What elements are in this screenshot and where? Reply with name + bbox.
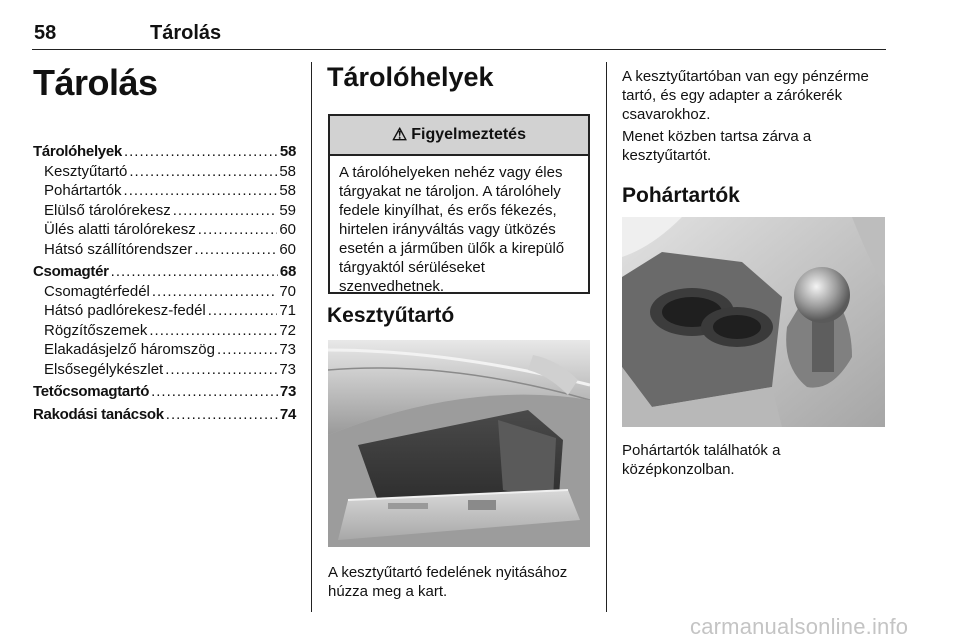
cupholder-illustration: [622, 217, 885, 427]
toc-entry[interactable]: [33, 262, 296, 282]
paragraph-line: A kesztyűtartóban van egy pénzérme: [622, 68, 869, 85]
section-title: Tárolóhelyek: [327, 62, 494, 92]
toc-entry[interactable]: [33, 240, 296, 260]
page-number: 58: [34, 22, 57, 44]
toc-entry-title: Csomagtér: [33, 263, 109, 280]
chapter-title: Tárolás: [150, 22, 222, 44]
toc-entry-page: 73: [279, 360, 296, 378]
toc-entry-page: 60: [279, 221, 296, 238]
toc-entry-title: Csomagtérfedél: [44, 282, 150, 300]
toc-entry-title: Tárolóhelyek: [33, 143, 122, 160]
toc-entry-title: Rakodási tanácsok: [33, 405, 164, 423]
toc-entry-page: 58: [279, 143, 296, 160]
warning-header: [330, 116, 588, 156]
paragraph-line: csavarokhoz.: [622, 106, 711, 123]
cupholder-heading: Pohártartók: [622, 184, 740, 207]
toc-entry-page: 73: [279, 341, 296, 358]
toc-entry[interactable]: [33, 201, 296, 221]
toc-entry-page: 58: [279, 182, 296, 199]
toc-entry[interactable]: [33, 181, 296, 201]
watermark-text: carmanualsonline.info: [690, 614, 909, 639]
glovebox-closed-paragraph: [622, 127, 892, 165]
toc-entry[interactable]: [33, 340, 296, 360]
warning-box: [328, 114, 590, 294]
toc-entry-title: Ülés alatti tárolórekesz: [44, 221, 196, 238]
glovebox-info-paragraph: [622, 67, 892, 124]
cupholder-photo: [622, 217, 885, 427]
toc-entry-title: Hátsó padlórekesz-fedél: [44, 302, 206, 319]
toc-entry-page: 70: [279, 282, 296, 300]
toc-entry-page: 71: [279, 302, 296, 319]
warning-line: fedele kinyílhat, és erős fékezés,: [339, 202, 557, 219]
toc-entry-page: 73: [279, 383, 296, 400]
warning-line: szenvedhetnek.: [339, 278, 445, 295]
toc-entry[interactable]: [33, 405, 296, 425]
toc-entry-page: 58: [279, 162, 296, 180]
caption-line: A kesztyűtartó fedelének nyitásához: [328, 564, 568, 581]
toc-entry-title: Elülső tárolórekesz: [44, 201, 171, 219]
toc-entry-title: Elakadásjelző háromszög: [44, 341, 215, 358]
toc-entry[interactable]: [33, 282, 296, 302]
glovebox-photo: [328, 340, 590, 547]
caption-line: húzza meg a kart.: [328, 583, 448, 600]
cupholder-caption: [622, 441, 892, 479]
warning-line: tárgyakat ne tároljon. A tárolóhely: [339, 183, 561, 200]
toc-entry[interactable]: [33, 382, 296, 402]
toc-entry-page: 74: [279, 405, 296, 423]
paragraph-line: Menet közben tartsa zárva a: [622, 128, 812, 145]
warning-text: [330, 156, 588, 296]
toc-entry-title: Pohártartók: [44, 182, 122, 199]
warning-line: tárgyaktól sérüléseket: [339, 259, 485, 276]
toc-entry-page: 72: [279, 321, 296, 339]
toc-entry[interactable]: [33, 301, 296, 321]
toc-entry-page: 60: [279, 240, 296, 258]
toc-entry[interactable]: [33, 321, 296, 341]
main-title: Tárolás: [33, 62, 158, 103]
warning-line: esetén a járműben ülők a kirepülő: [339, 240, 565, 257]
glovebox-caption: [328, 563, 598, 601]
header-rule: [32, 49, 886, 50]
paragraph-line: tartó, és egy adapter a zárókerék: [622, 87, 843, 104]
toc-entry-page: 68: [279, 263, 296, 280]
toc-entry-title: Elsősegélykészlet: [44, 360, 164, 378]
toc-entry-page: 59: [279, 201, 296, 219]
toc-entry[interactable]: [33, 162, 296, 182]
warning-line: hirtelen irányváltás vagy ütközés: [339, 221, 556, 238]
warning-line: A tárolóhelyeken nehéz vagy éles: [339, 164, 563, 181]
warning-triangle-icon: ⚠: [392, 125, 408, 144]
glovebox-heading: Kesztyűtartó: [327, 304, 455, 327]
toc-entry-title: Tetőcsomagtartó: [33, 383, 150, 400]
caption-line: Pohártartók találhatók a: [622, 442, 781, 459]
toc-entry[interactable]: [33, 220, 296, 240]
caption-line: középkonzolban.: [622, 461, 735, 478]
column-divider-left: [311, 62, 312, 612]
toc-entry-title: Rögzítőszemek: [44, 321, 148, 339]
toc-entry[interactable]: [33, 142, 296, 162]
warning-heading: Figyelmeztetés: [411, 126, 526, 143]
toc-entry-title: Kesztyűtartó: [44, 162, 128, 180]
table-of-contents: [33, 142, 296, 424]
toc-entry-title: Hátsó szállítórendszer: [44, 240, 193, 258]
column-divider-right: [606, 62, 607, 612]
glovebox-illustration: [328, 340, 590, 547]
paragraph-line: kesztyűtartót.: [622, 147, 712, 164]
toc-entry[interactable]: [33, 360, 296, 380]
